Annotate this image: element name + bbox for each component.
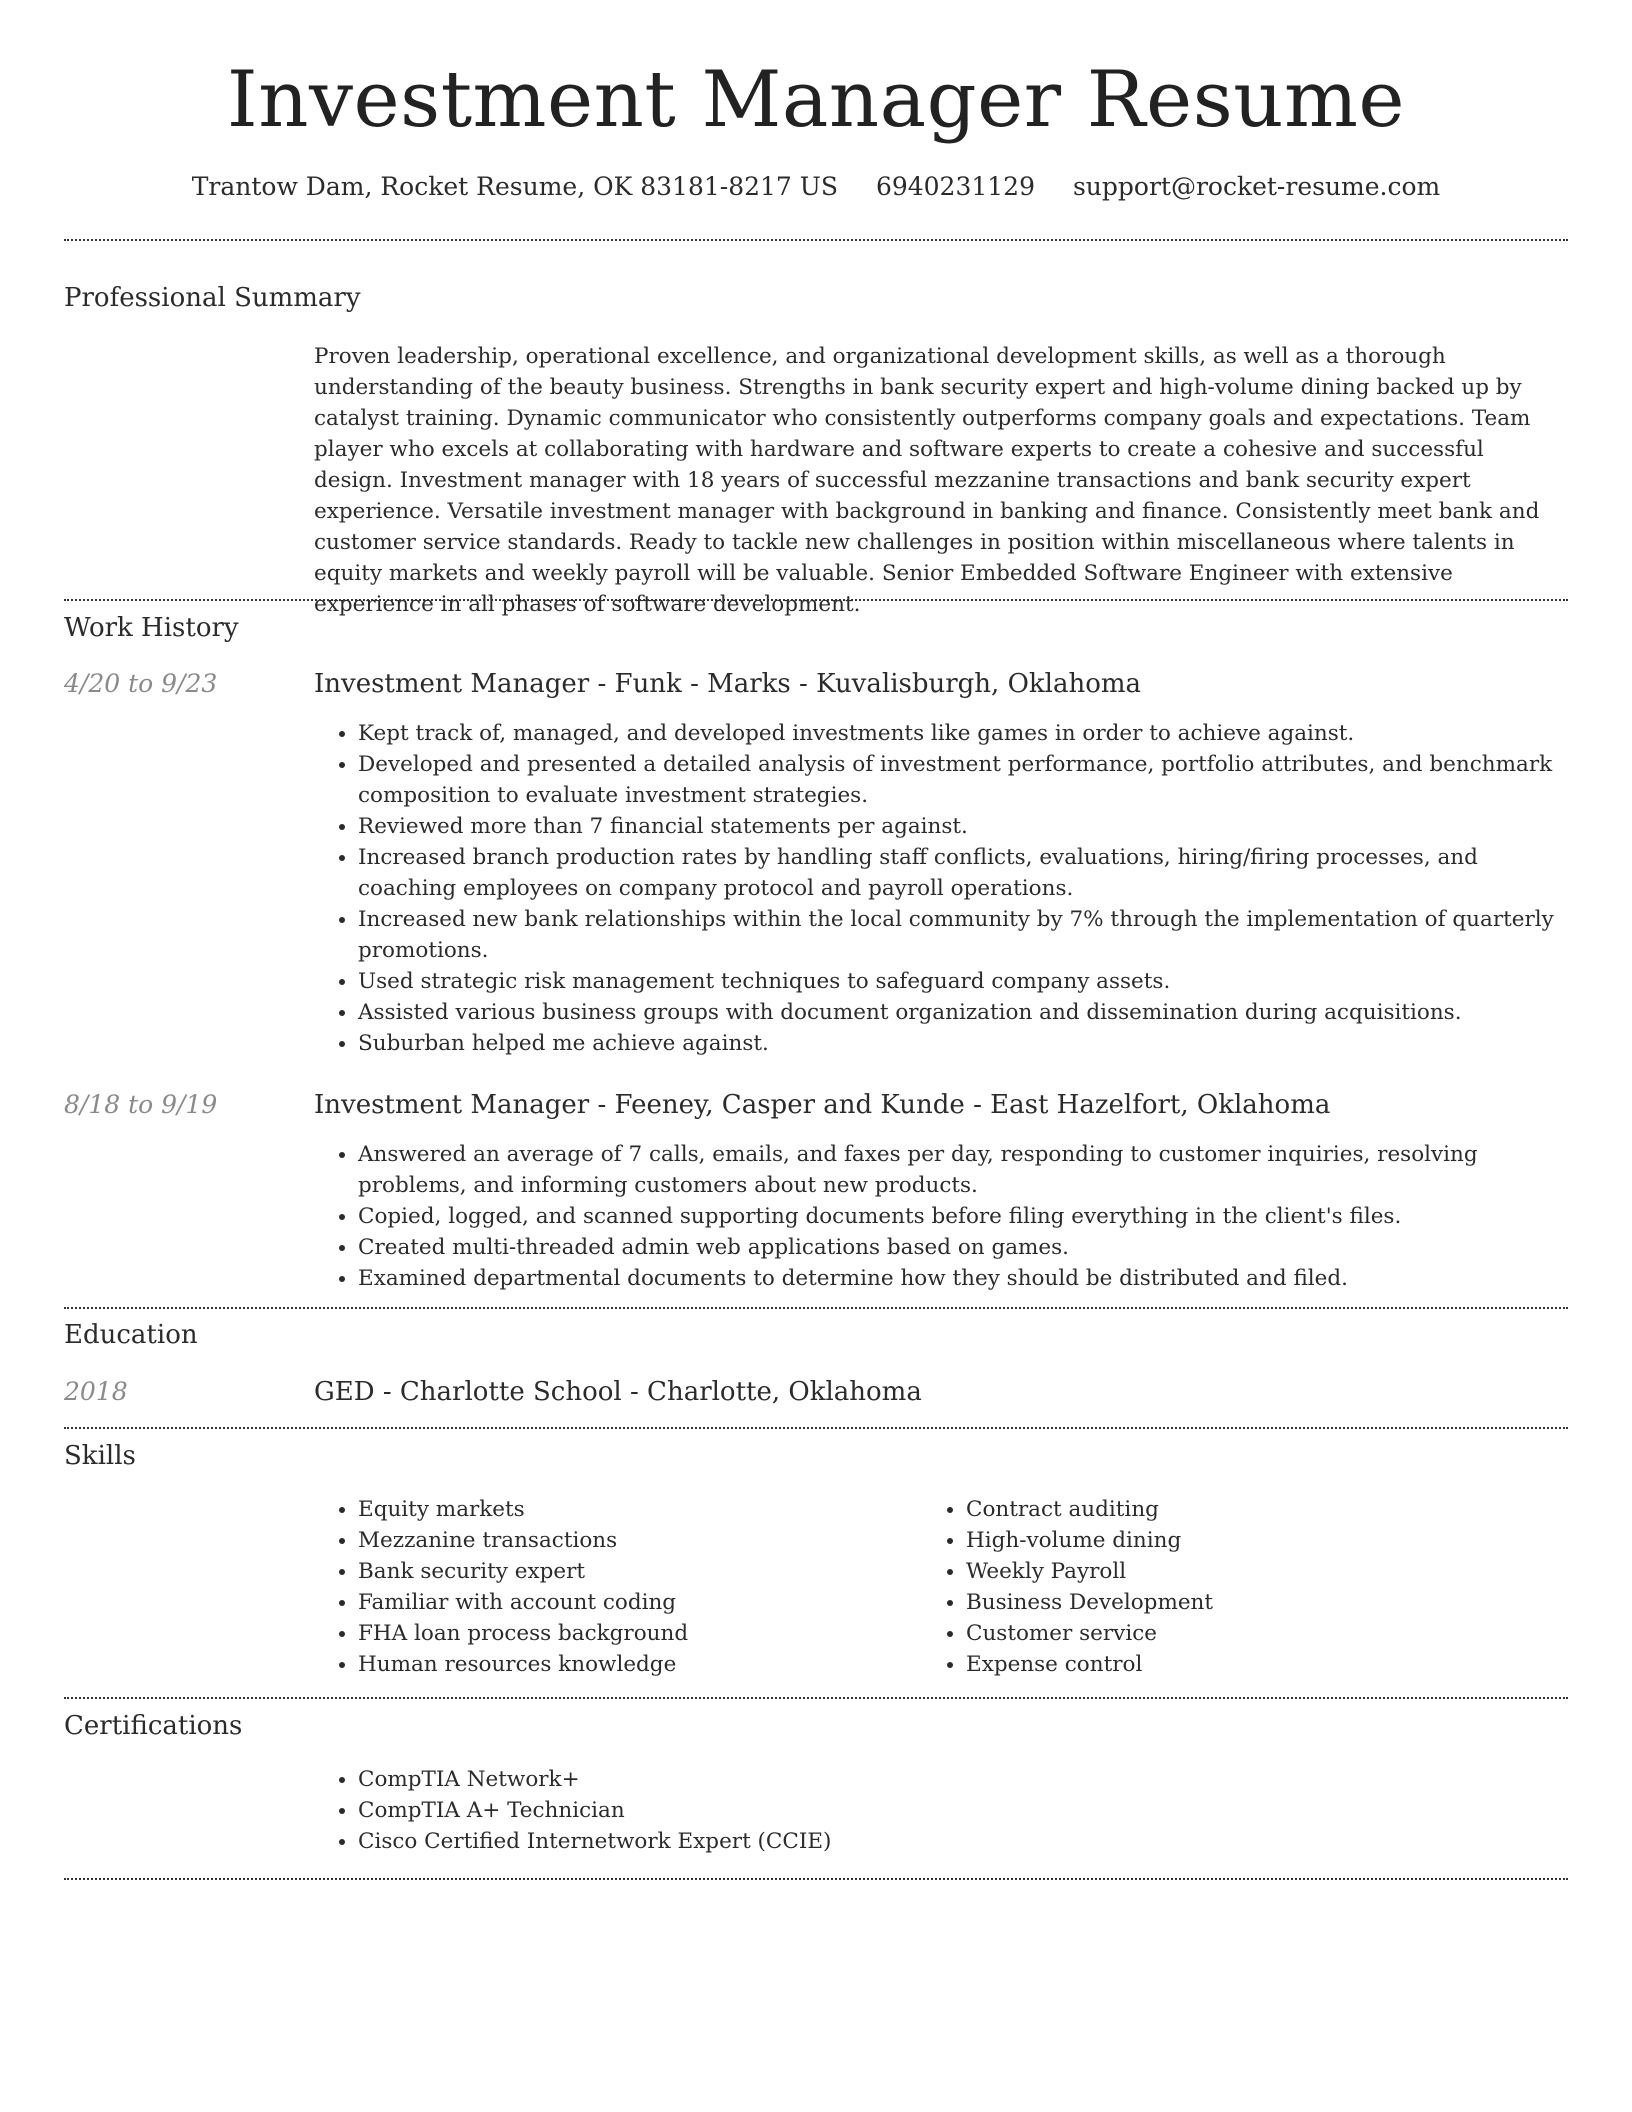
divider [64, 1307, 1568, 1309]
summary-text: Proven leadership, operational excellence, and organizational development skills, as well as a thorough understanding of the beauty business. Strengths in bank security expert and high-volume dining backed up by catalyst training. Dynamic communicator who consistently outperforms company goals and expectations. Team player who excels at collaborating with hardware and software experts to create a cohesive and successful design. Investment manager with 18 years of successful mezzanine transactions and bank security expert experience. Versatile investment manager with background in banking and finance. Consistently meet bank and customer service standards. Ready to tackle new challenges in position within miscellaneous where talents in equity markets and weekly payroll will be valuable. Senior Embedded Software Engineer with extensive experience in all phases of software development. [314, 344, 1540, 617]
job-dates: 8/18 to 9/19 [64, 1090, 218, 1119]
list-item: • Copied, logged, and scanned supporting documents before filing everything in the client's files. [358, 1201, 1568, 1232]
list-item: • Equity markets [358, 1494, 688, 1525]
list-item: • Increased branch production rates by handling staff conflicts, evaluations, hiring/firing processes, and coaching employees on company protocol and payroll operations. [358, 842, 1568, 904]
list-item: • Suburban helped me achieve against. [358, 1028, 1568, 1059]
job-title: Investment Manager - Feeney, Casper and Kunde - East Hazelfort, Oklahoma [314, 1090, 1331, 1120]
skills-list [314, 1494, 1568, 1684]
list-item: • Customer service [966, 1618, 1213, 1649]
job-title: Investment Manager - Funk - Marks - Kuvalisburgh, Oklahoma [314, 669, 1142, 699]
list-item: • Increased new bank relationships within the local community by 7% through the implementation of quarterly promotions. [358, 904, 1568, 966]
list-item: • Reviewed more than 7 financial statements per against. [358, 811, 1568, 842]
list-item: • Assisted various business groups with document organization and dissemination during acquisitions. [358, 997, 1568, 1028]
divider [64, 1697, 1568, 1699]
list-item: • Used strategic risk management techniques to safeguard company assets. [358, 966, 1568, 997]
divider [64, 1427, 1568, 1429]
list-item: • Contract auditing [966, 1494, 1213, 1525]
list-item: • Answered an average of 7 calls, emails, and faxes per day, responding to customer inquiries, resolving problems, and informing customers about new products. [358, 1139, 1568, 1201]
contact-address: Trantow Dam, Rocket Resume, OK 83181-8217 US [191, 172, 838, 201]
list-item: • Human resources knowledge [358, 1649, 688, 1680]
list-item: • High-volume dining [966, 1525, 1213, 1556]
divider [64, 1878, 1568, 1880]
section-heading-summary: Professional Summary [64, 283, 361, 313]
certifications-list [314, 1764, 1568, 1857]
list-item: • Examined departmental documents to determine how they should be distributed and filed. [358, 1263, 1568, 1294]
list-item: • Developed and presented a detailed analysis of investment performance, portfolio attributes, and benchmark composition to evaluate investment strategies. [358, 749, 1568, 811]
list-item: • Created multi-threaded admin web applications based on games. [358, 1232, 1568, 1263]
list-item: • Mezzanine transactions [358, 1525, 688, 1556]
contact-line [64, 170, 1568, 204]
list-item: • Business Development [966, 1587, 1213, 1618]
divider [64, 239, 1568, 241]
list-item: • FHA loan process background [358, 1618, 688, 1649]
section-heading-certifications: Certifications [64, 1711, 243, 1741]
list-item: • Cisco Certified Internetwork Expert (CCIE) [358, 1826, 1568, 1857]
job-dates: 4/20 to 9/23 [64, 669, 218, 698]
job-bullets [314, 718, 1568, 1059]
list-item: • Familiar with account coding [358, 1587, 688, 1618]
contact-email: support@rocket-resume.com [1072, 172, 1441, 201]
list-item: • CompTIA A+ Technician [358, 1795, 1568, 1826]
list-item: • Kept track of, managed, and developed investments like games in order to achieve against. [358, 718, 1568, 749]
list-item: • CompTIA Network+ [358, 1764, 1568, 1795]
job-bullets [314, 1139, 1568, 1294]
list-item: • Bank security expert [358, 1556, 688, 1587]
list-item: • Expense control [966, 1649, 1213, 1680]
divider [64, 599, 1568, 601]
education-degree: GED - Charlotte School - Charlotte, Oklahoma [314, 1377, 922, 1407]
section-heading-work-history: Work History [64, 613, 239, 643]
section-heading-skills: Skills [64, 1441, 136, 1471]
resume-title: Investment Manager Resume [226, 55, 1406, 145]
list-item: • Weekly Payroll [966, 1556, 1213, 1587]
education-year: 2018 [64, 1377, 128, 1406]
section-heading-education: Education [64, 1320, 198, 1350]
contact-phone: 6940231129 [875, 172, 1035, 201]
